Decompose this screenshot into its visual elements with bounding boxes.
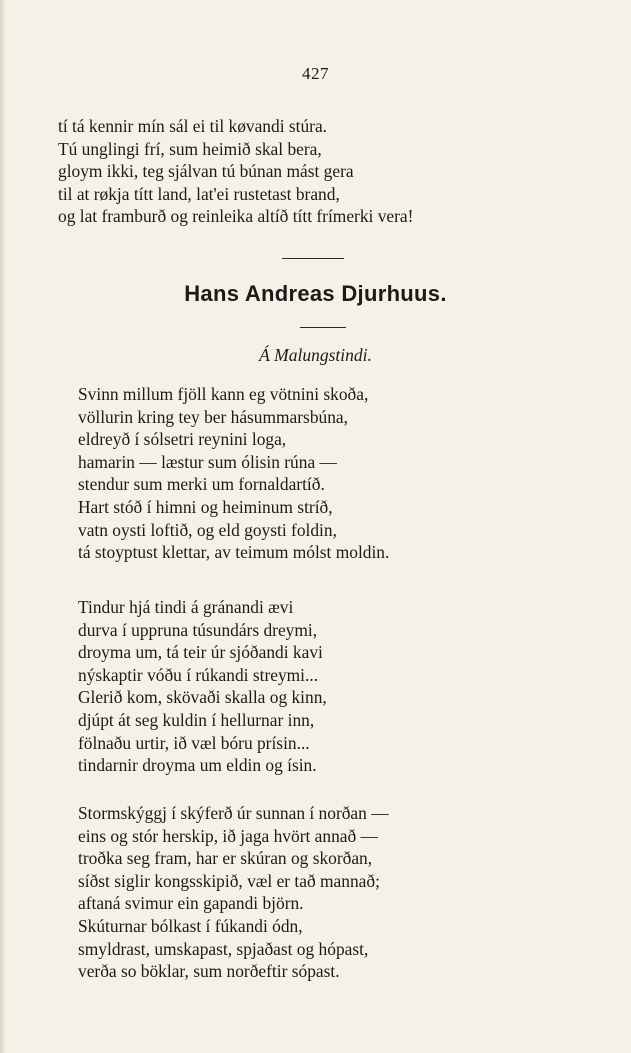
poem-line: eldreyð í sólsetri reynini loga, [78,429,287,450]
previous-poem-ending [58,115,413,228]
poem-line: durva í uppruna túsundárs dreymi, [78,619,318,640]
poem-line: Tindur hjá tindi á gránandi ævi [78,597,294,617]
poem-line: Glerið kom, skövaði skalla og kinn, [78,687,327,708]
poem-line: Svinn millum fjöll kann eg vötnini skoða, [78,384,369,404]
poem-line: troðka seg fram, har er skúran og skorðan, [78,848,373,869]
page-edge-shadow [0,0,6,1053]
poem-line: Tú unglingi frí, sum heimið skal bera, [58,138,322,159]
poem-line: tindarnir droyma um eldin og ísin. [78,755,317,776]
poem-line: aftaná svimur ein gapandi björn. [78,893,304,914]
poem-line: og lat framburð og reinleika altíð títt frímerki vera! [58,206,414,227]
poem-stanza-2 [78,596,327,777]
poem-line: síðst siglir kongsskipið, væl er tað mannað; [78,870,380,891]
poem-line: Stormskýggj í skýferð úr sunnan í norðan — [78,803,389,823]
poem-stanza-3 [78,802,389,983]
poem-line: gloym ikki, teg sjálvan tú búnan mást gera [58,161,354,182]
poem-line: Hart stóð í himni og heiminum stríð, [78,496,333,517]
author-heading: Hans Andreas Djurhuus. [184,281,447,306]
poem-line: eins og stór herskip, ið jaga hvört annað — [78,825,378,846]
poem-line: djúpt át seg kuldin í hellurnar inn, [78,709,315,730]
section-divider [282,258,344,259]
poem-line: vatn oysti loftið, og eld goysti foldin, [78,519,337,540]
poem-line: fölnaðu urtir, ið væl bóru prísin... [78,732,310,753]
poem-line: tá stoyptust klettar, av teimum mólst moldin. [78,542,390,563]
title-divider [300,327,346,328]
poem-title: Á Malungstindi. [259,345,372,365]
poem-line: völlurin kring tey ber hásummarsbúna, [78,406,348,427]
poem-line: hamarin — læstur sum ólisin rúna — [78,451,337,472]
poem-line: Skúturnar bólkast í fúkandi ódn, [78,915,303,936]
poem-line: nýskaptir vóðu í rúkandi streymi... [78,664,319,685]
page-number: 427 [302,64,329,83]
poem-line: stendur sum merki um fornaldartíð. [78,474,325,495]
poem-line: tí tá kennir mín sál ei til køvandi stúra. [58,116,328,136]
poem-line: droyma um, tá teir úr sjóðandi kavi [78,642,323,663]
poem-line: smyldrast, umskapast, spjaðast og hópast, [78,938,369,959]
poem-line: verða so böklar, sum norðeftir sópast. [78,961,340,982]
poem-stanza-1 [78,383,389,564]
poem-line: til at røkja títt land, lat'ei rustetast brand, [58,183,340,204]
